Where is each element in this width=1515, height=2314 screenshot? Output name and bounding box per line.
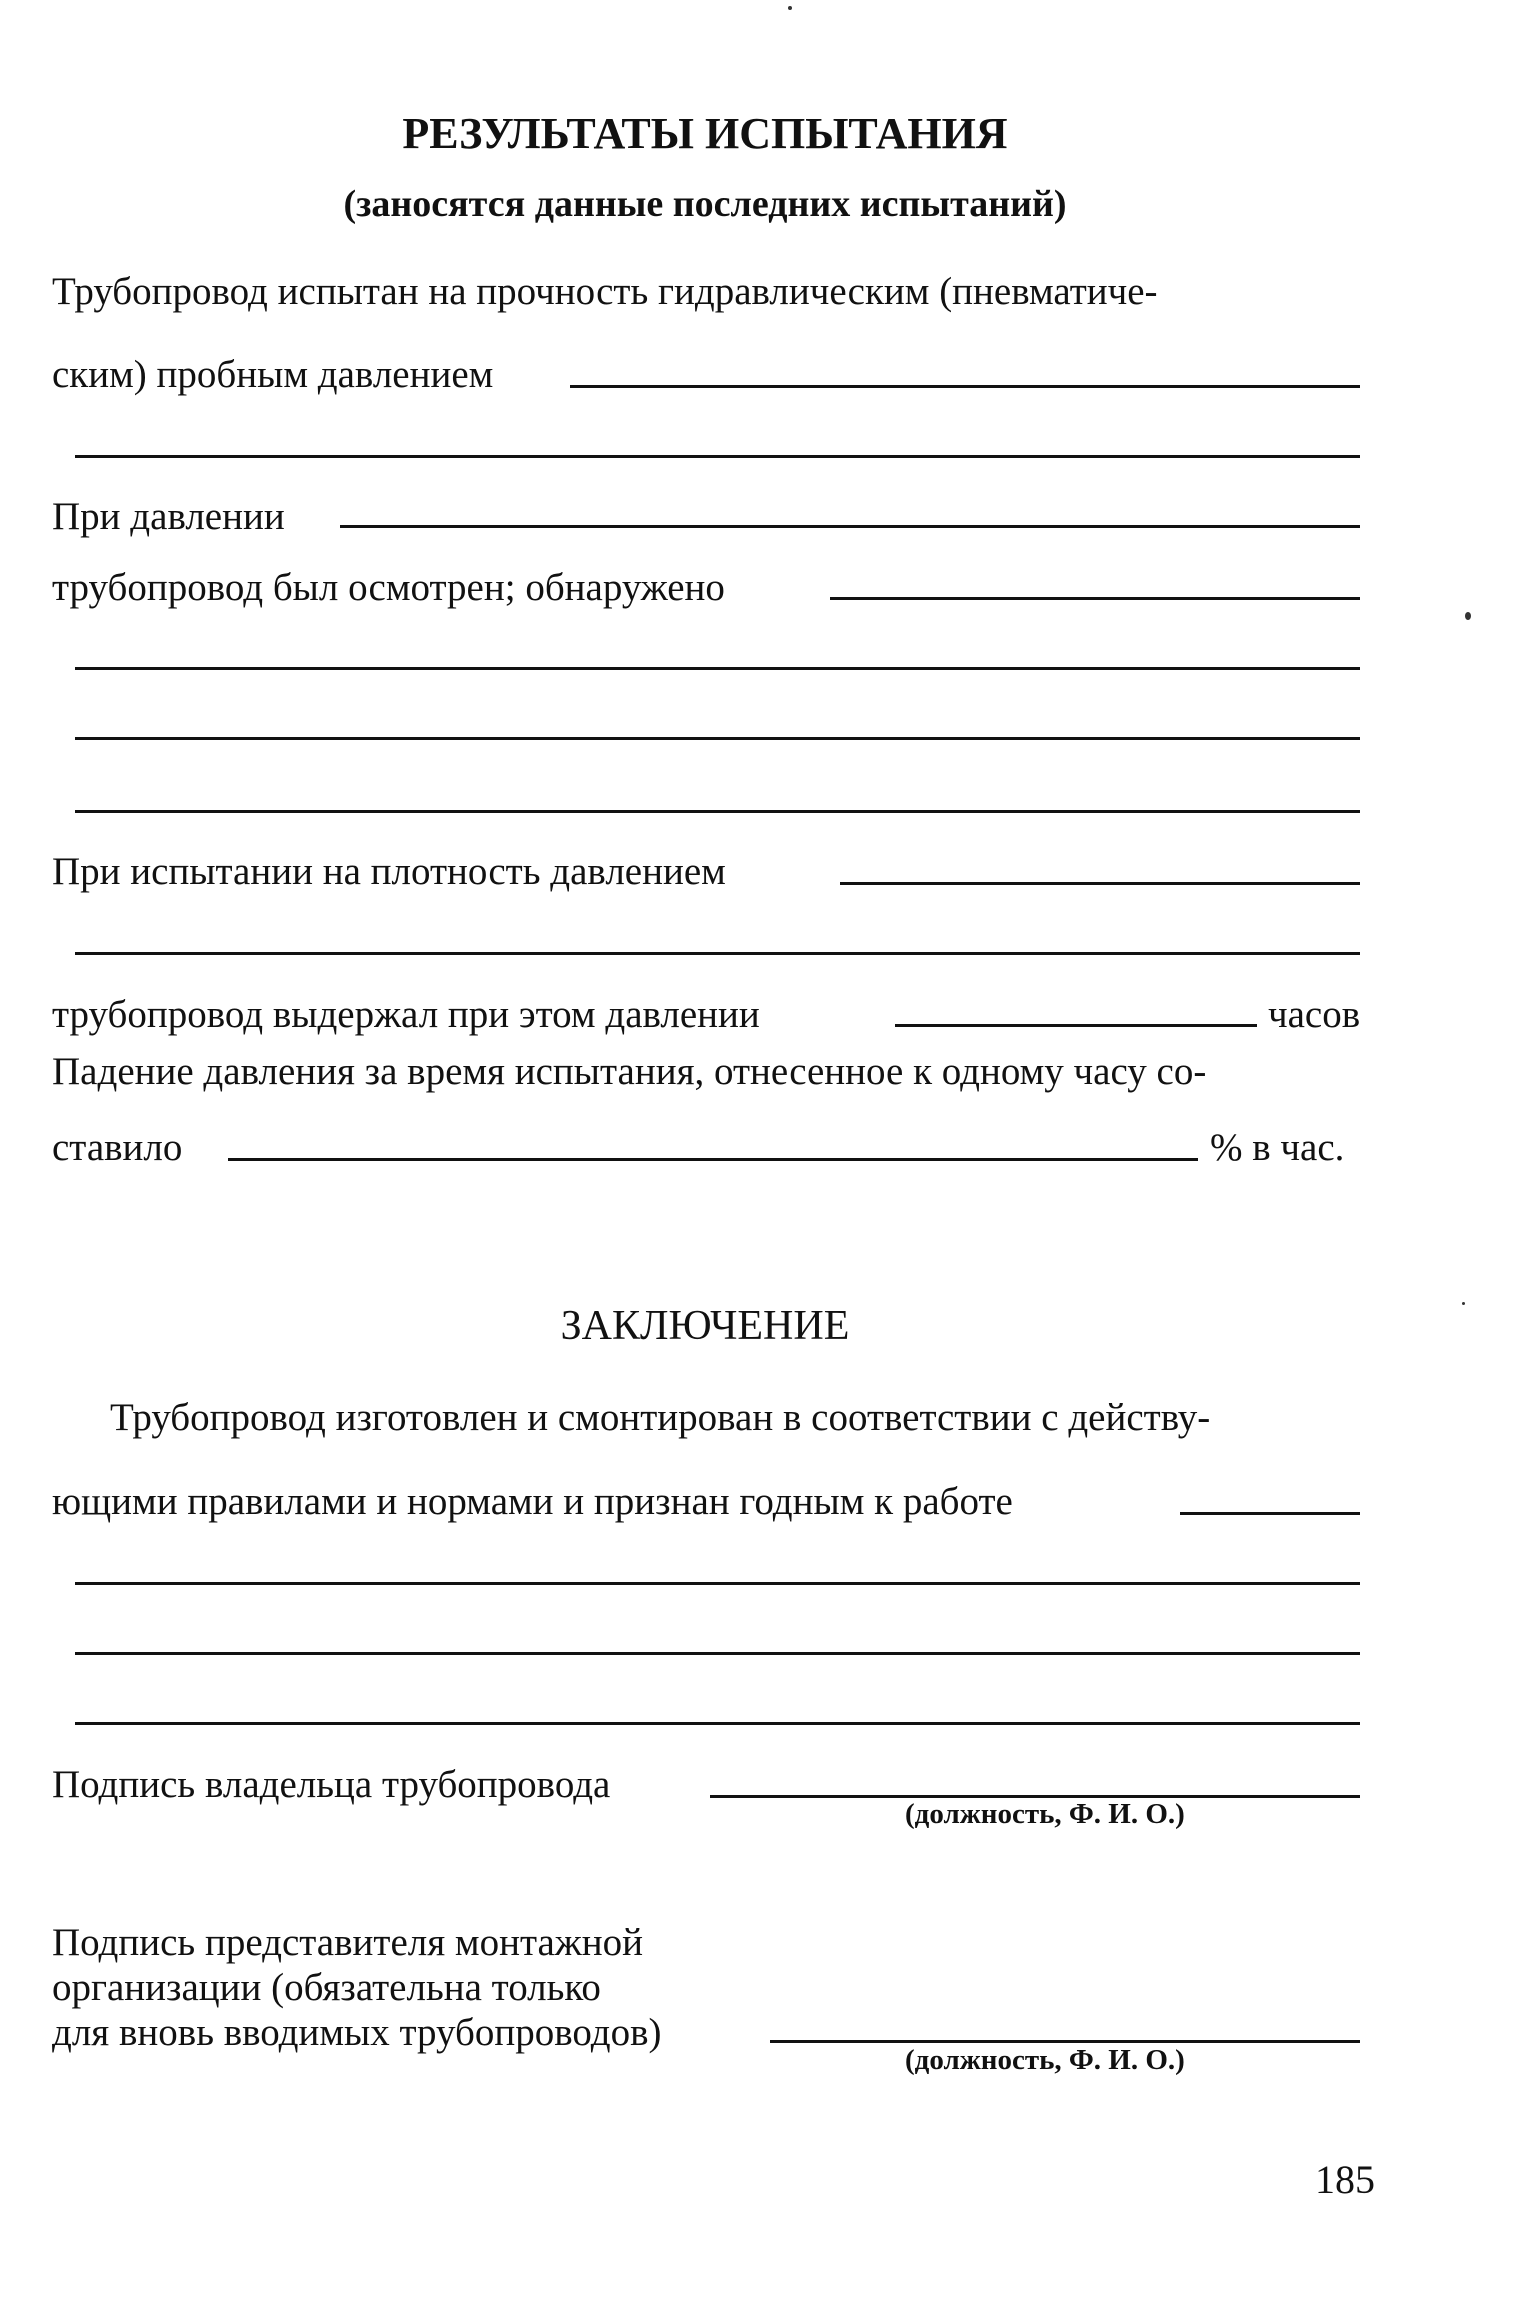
installer-signature-caption: (должность, Ф. И. О.) xyxy=(905,2044,1185,2076)
hours-label: часов xyxy=(1268,993,1361,1036)
owner-signature-label: Подпись владельца трубопровода xyxy=(52,1763,611,1806)
strength-test-line1: Трубопровод испытан на прочность гидравлическим (пневматиче- xyxy=(52,270,1158,313)
scan-speck xyxy=(788,6,792,10)
strength-test-line2: ским) пробным давлением xyxy=(52,353,494,396)
owner-signature-caption: (должность, Ф. И. О.) xyxy=(905,1798,1185,1830)
withstood-label: трубопровод выдержал при этом давлении xyxy=(52,993,760,1036)
conclusion-line2: ющими правилами и нормами и признан годным к работе xyxy=(52,1480,1013,1523)
pressure-label: При давлении xyxy=(52,495,285,538)
findings-line-3[interactable] xyxy=(75,810,1360,813)
findings-line-2[interactable] xyxy=(75,737,1360,740)
density-pressure-field[interactable] xyxy=(840,882,1360,885)
density-pressure-field-cont[interactable] xyxy=(75,952,1360,955)
conclusion-field[interactable] xyxy=(1180,1512,1360,1515)
density-test-label: При испытании на плотность давлением xyxy=(52,850,726,893)
percent-per-hour-label: % в час. xyxy=(1210,1126,1345,1169)
pressure-drop-field[interactable] xyxy=(228,1158,1198,1161)
section-title-conclusion: ЗАКЛЮЧЕНИЕ xyxy=(560,1303,850,1349)
conclusion-line-1[interactable] xyxy=(75,1582,1360,1585)
installer-signature-field[interactable] xyxy=(770,2040,1360,2043)
conclusion-line-2[interactable] xyxy=(75,1652,1360,1655)
installer-signature-line2: организации (обязательна только xyxy=(52,1966,601,2009)
installer-signature-line1: Подпись представителя монтажной xyxy=(52,1921,643,1964)
findings-line-1[interactable] xyxy=(75,667,1360,670)
findings-field[interactable] xyxy=(830,597,1360,600)
pressure-field[interactable] xyxy=(340,525,1360,528)
pressure-drop-line2: ставило xyxy=(52,1126,183,1169)
section-subtitle: (заносятся данные последних испытаний) xyxy=(343,183,1067,225)
section-title-results: РЕЗУЛЬТАТЫ ИСПЫТАНИЯ xyxy=(402,109,1008,158)
page-number: 185 xyxy=(1315,2157,1375,2202)
test-pressure-field[interactable] xyxy=(570,385,1360,388)
installer-signature-line3: для вновь вводимых трубопроводов) xyxy=(52,2011,662,2054)
hours-field[interactable] xyxy=(895,1024,1257,1027)
pressure-drop-line1: Падение давления за время испытания, отнесенное к одному часу со- xyxy=(52,1050,1207,1093)
conclusion-line-3[interactable] xyxy=(75,1722,1360,1725)
scan-speck xyxy=(1465,612,1471,620)
inspected-label: трубопровод был осмотрен; обнаружено xyxy=(52,566,725,609)
test-pressure-field-cont[interactable] xyxy=(75,455,1360,458)
conclusion-line1: Трубопровод изготовлен и смонтирован в соответствии с действу- xyxy=(110,1396,1211,1439)
scan-speck xyxy=(1462,1302,1465,1305)
